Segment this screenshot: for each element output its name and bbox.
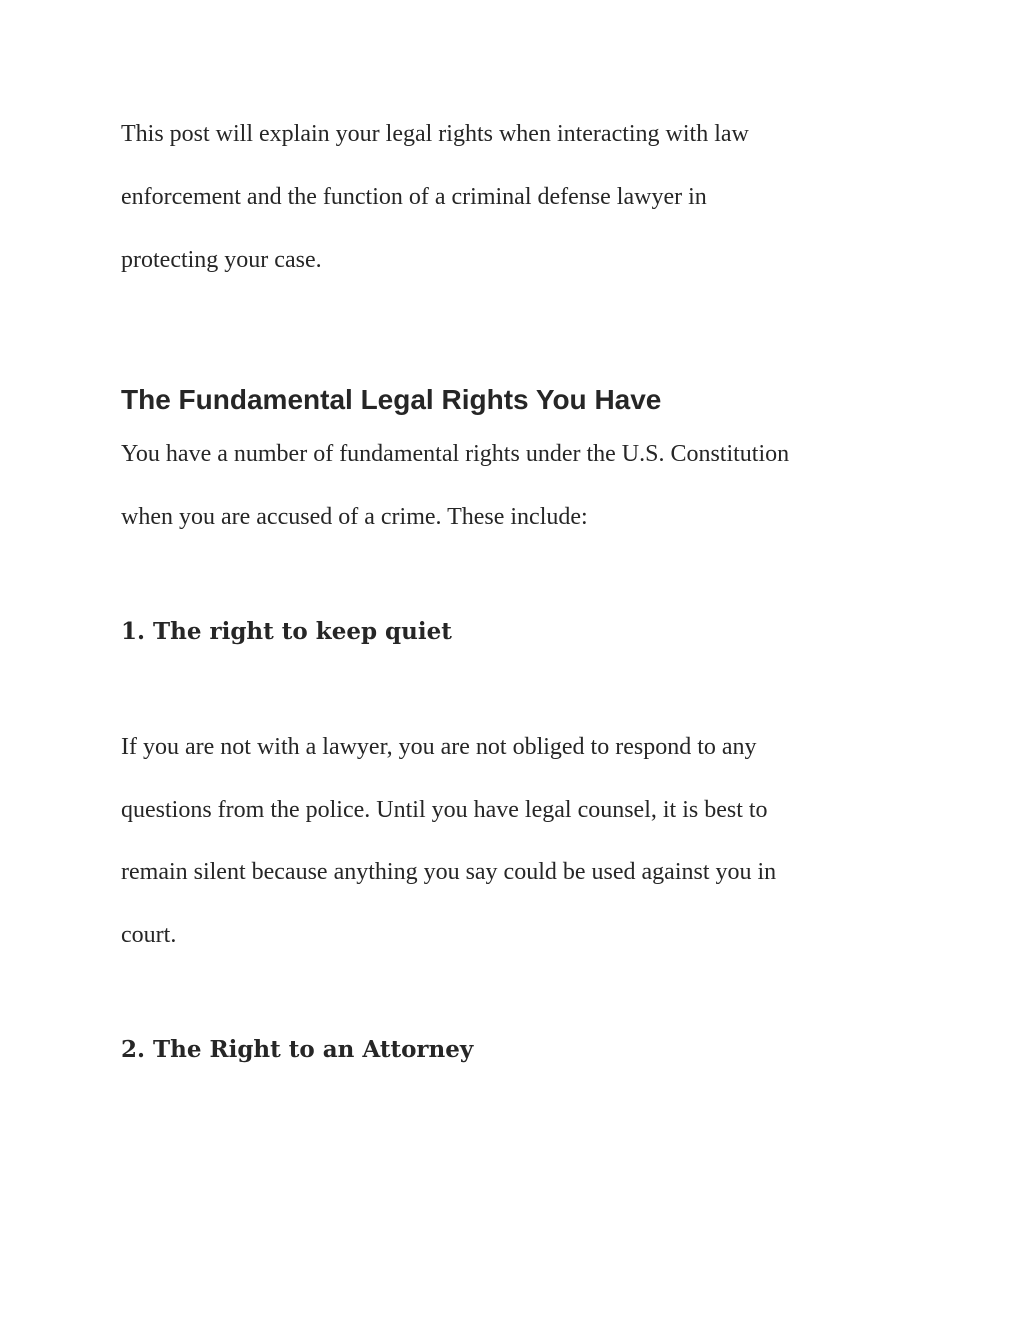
section-heading: The Fundamental Legal Rights You Have — [121, 384, 662, 415]
intro-line-2: enforcement and the function of a criminal defense lawyer in — [121, 184, 707, 210]
right-1-line-3: remain silent because anything you say could be used against you in — [121, 859, 777, 885]
right-1-line-1: If you are not with a lawyer, you are not obliged to respond to any — [121, 734, 757, 760]
right-1-heading: 1. The right to keep quiet — [121, 618, 452, 645]
right-1-line-2: questions from the police. Until you have legal counsel, it is best to — [121, 797, 768, 823]
right-1-line-4: court. — [121, 922, 177, 948]
intro-line-3: protecting your case. — [121, 247, 322, 273]
section-line-1: You have a number of fundamental rights under the U.S. Constitution — [121, 441, 790, 467]
right-2-heading: 2. The Right to an Attorney — [121, 1036, 474, 1063]
section-line-2: when you are accused of a crime. These include: — [121, 504, 588, 530]
intro-line-1: This post will explain your legal rights when interacting with law — [121, 121, 749, 147]
